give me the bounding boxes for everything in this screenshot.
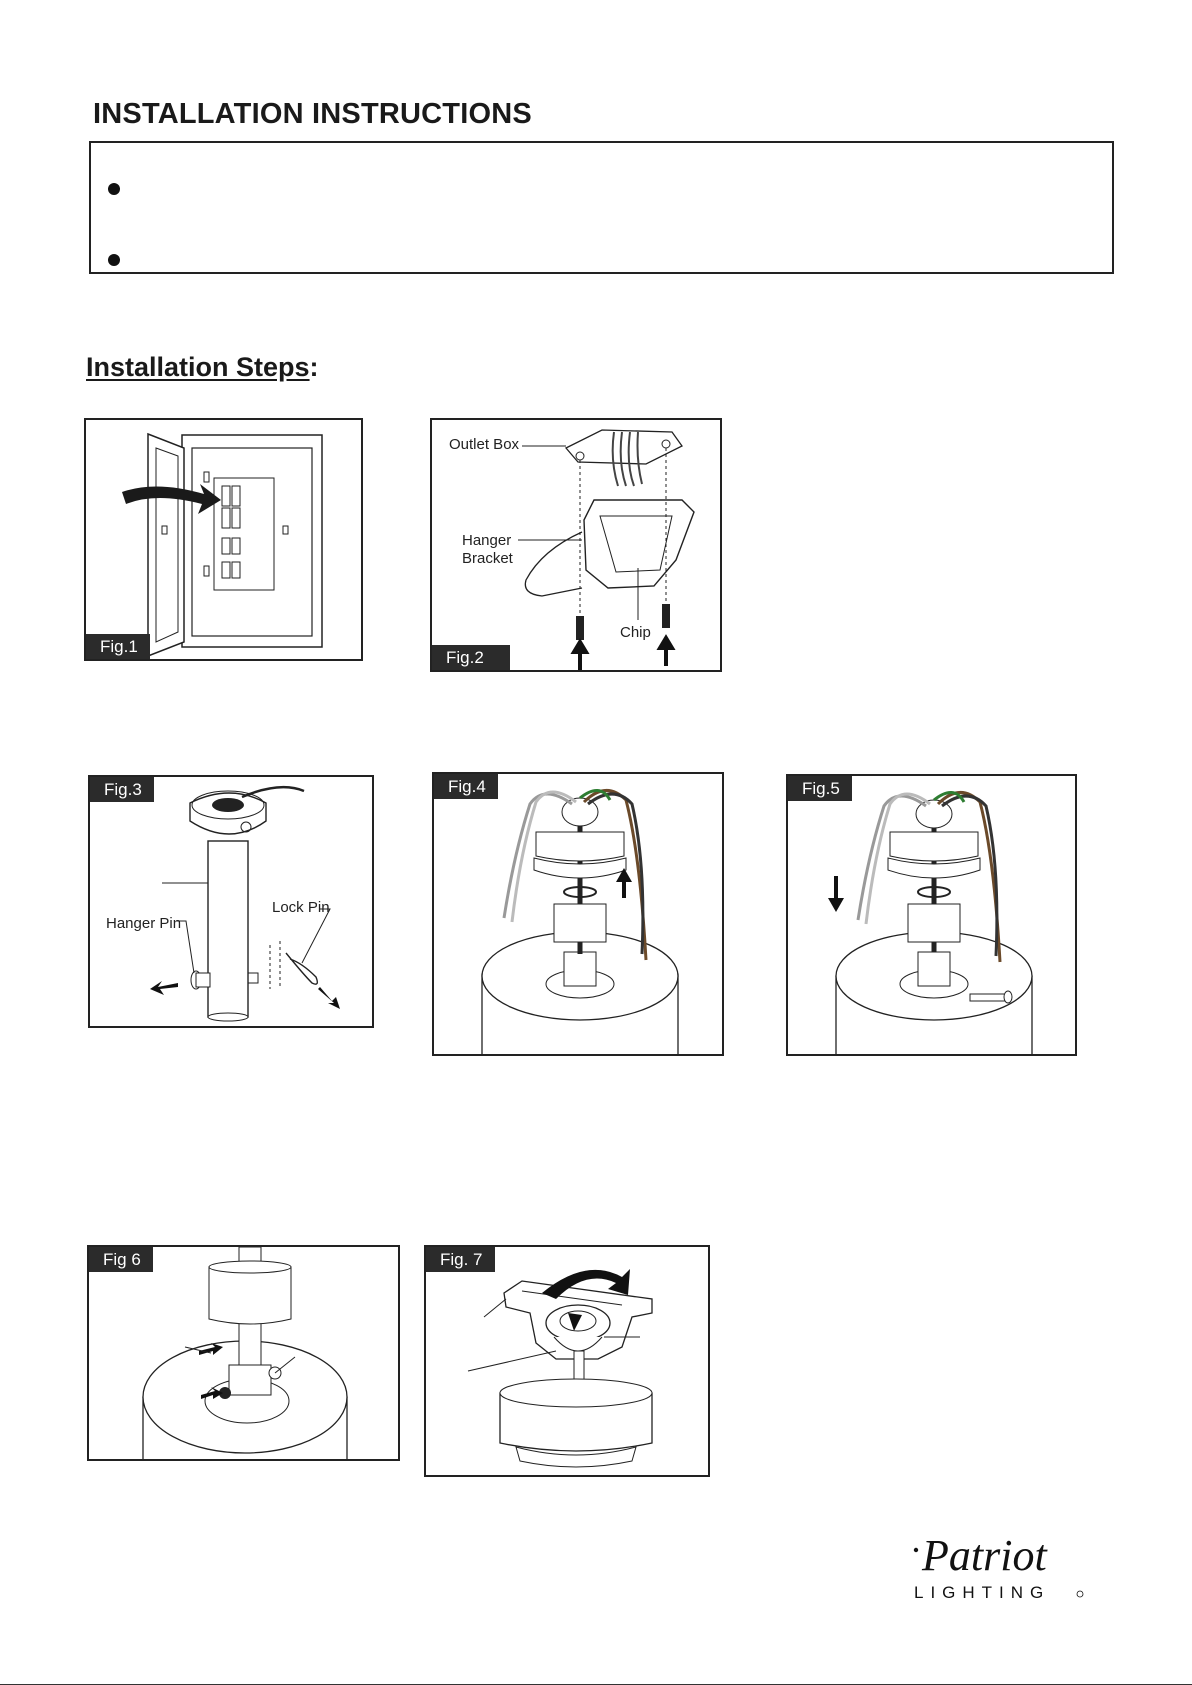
figure-4 bbox=[432, 772, 724, 1056]
section-title bbox=[86, 352, 319, 383]
figure-label: Fig 6 bbox=[89, 1247, 153, 1272]
hanger-pin-callout: Hanger Pin bbox=[106, 915, 182, 932]
patriot-lighting-logo bbox=[910, 1534, 1090, 1606]
section-title-text: Installation Steps bbox=[86, 352, 310, 382]
figure-2 bbox=[430, 418, 722, 672]
figure-label: Fig.5 bbox=[788, 776, 852, 801]
breaker-panel-illustration bbox=[86, 420, 363, 661]
figure-label: Fig.2 bbox=[432, 645, 510, 670]
figure-label: Fig.1 bbox=[86, 634, 150, 659]
section-title-colon: : bbox=[309, 352, 319, 382]
svg-text:LIGHTING: LIGHTING bbox=[914, 1583, 1051, 1602]
bullet-icon bbox=[108, 254, 120, 266]
svg-text:Patriot: Patriot bbox=[922, 1534, 1047, 1580]
chip-callout: Chip bbox=[620, 624, 651, 641]
hanger-bracket-callout: Hanger Bracket bbox=[462, 532, 513, 567]
warning-box bbox=[89, 141, 1114, 274]
page-title: INSTALLATION INSTRUCTIONS bbox=[93, 98, 532, 130]
figure-1 bbox=[84, 418, 363, 661]
figure-3 bbox=[88, 775, 374, 1028]
figure-5 bbox=[786, 774, 1077, 1056]
downrod-pin-insert-illustration bbox=[788, 776, 1077, 1056]
outlet-box-callout: Outlet Box bbox=[449, 436, 520, 453]
set-screw-illustration bbox=[89, 1247, 400, 1461]
figure-7 bbox=[424, 1245, 710, 1477]
patriot-lighting-logo-mark bbox=[910, 1534, 1090, 1606]
lock-pin-callout: Lock Pin bbox=[272, 899, 330, 916]
figure-6 bbox=[87, 1245, 400, 1461]
ball-seat-illustration bbox=[426, 1247, 710, 1477]
figure-label: Fig. 7 bbox=[426, 1247, 495, 1272]
downrod-wires-illustration bbox=[434, 774, 724, 1056]
figure-label: Fig.4 bbox=[434, 774, 498, 799]
downrod-pins-illustration bbox=[90, 777, 374, 1028]
bullet-icon bbox=[108, 183, 120, 195]
figure-label: Fig.3 bbox=[90, 777, 154, 802]
